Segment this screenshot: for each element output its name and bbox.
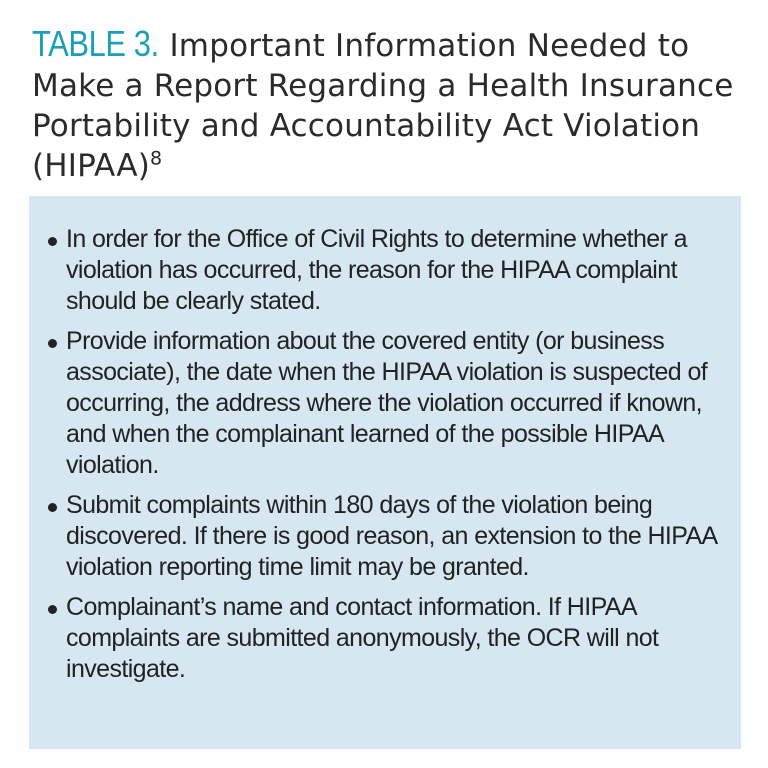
bullet-icon — [48, 503, 57, 512]
list-item — [47, 326, 727, 481]
list-item — [47, 592, 727, 685]
bullet-icon — [48, 605, 57, 614]
bullet-icon — [48, 339, 57, 348]
bullet-list — [47, 224, 727, 685]
list-item-text: Submit complaints within 180 days of the violation being discovered. If there is good reason, an extension to the HIPAA violation reporting time limit may be granted. — [66, 491, 717, 581]
reference-superscript: 8 — [150, 147, 163, 170]
bullet-icon — [48, 237, 57, 246]
table-title — [32, 24, 742, 186]
list-item-text: Provide information about the covered entity (or business associate), the date when the HIPAA violation is suspected of occurring, the address where the violation occurred if known, and when the complainant learned of the possible HIPAA violation. — [66, 327, 708, 479]
list-item — [47, 490, 727, 583]
list-item — [47, 224, 727, 317]
list-item-text: In order for the Office of Civil Rights to determine whether a violation has occurred, the reason for the HIPAA complaint should be clearly stated. — [66, 225, 687, 315]
content-panel — [29, 196, 741, 749]
table-number-label: TABLE 3. — [32, 23, 159, 64]
table-title-text: Important Information Needed to Make a Report Regarding a Health Insurance Portability and Accountability Act Violation (HIPAA) — [32, 28, 734, 184]
list-item-text: Complainant’s name and contact information. If HIPAA complaints are submitted anonymously, the OCR will not investigate. — [66, 593, 659, 683]
